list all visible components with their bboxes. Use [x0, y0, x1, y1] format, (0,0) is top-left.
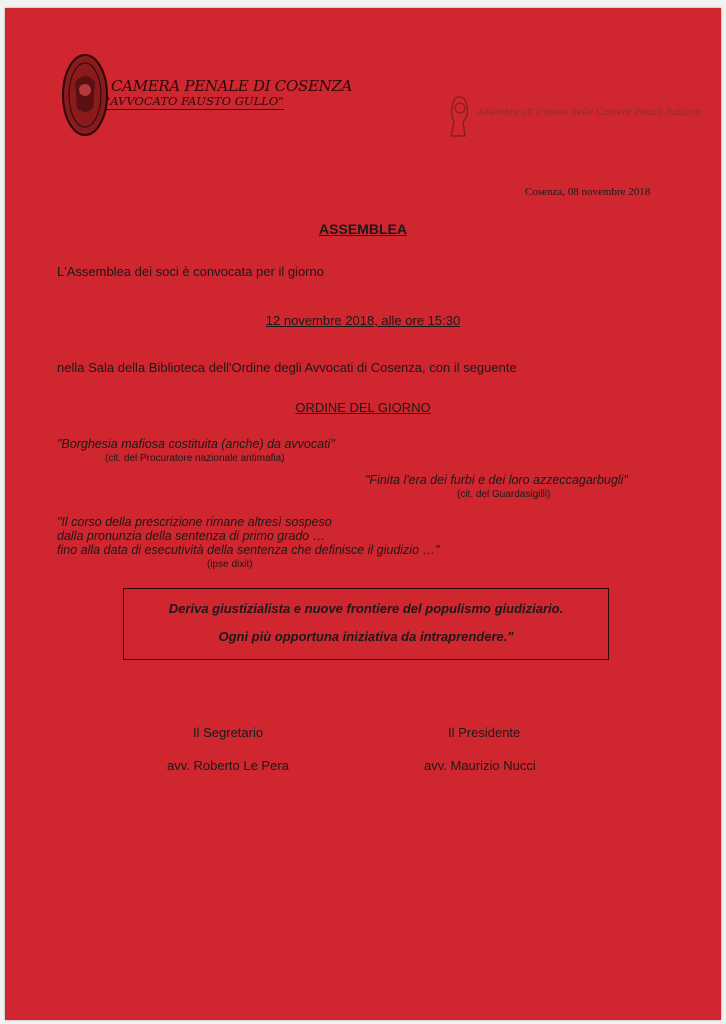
quote-2-citation: (cit. del Guardasigilli)	[457, 489, 551, 500]
quote-1-citation: (cit. del Procuratore nazionale antimafia)	[105, 453, 285, 464]
quote-1: "Borghesia mafiosa costituita (anche) da avvocati"	[57, 437, 335, 451]
quote-3-citation: (ipse dixit)	[207, 559, 253, 570]
document-date: Cosenza, 08 novembre 2018	[525, 186, 651, 198]
quote-2: "Finita l'era dei furbi e dei loro azzeccagarbugli"	[365, 473, 628, 487]
camera-penale-seal-icon	[61, 52, 109, 138]
secretary-role: Il Segretario	[193, 725, 264, 740]
highlight-box	[123, 588, 609, 660]
box-line-2: Ogni più opportuna iniziativa da intraprendere."	[218, 629, 514, 644]
org-name: CAMERA PENALE DI COSENZA	[111, 77, 353, 95]
president-name: avv. Maurizio Nucci	[424, 758, 536, 773]
org-subtitle: "AVVOCATO FAUSTO GULLO"	[105, 94, 284, 108]
union-portrait-icon	[445, 92, 473, 140]
agenda-heading: ORDINE DEL GIORNO	[295, 400, 431, 415]
box-line-1: Deriva giustizialista e nuove frontiere del populismo giudiziario.	[168, 601, 564, 616]
quote-3-line-1: "Il corso della prescrizione rimane altresì sospeso	[57, 515, 332, 529]
president-role: Il Presidente	[448, 725, 521, 740]
union-name: Aderente all'Unione delle Camere Penali Italiane	[477, 108, 701, 118]
quote-3-line-3: fino alla data di esecutività della sentenza che definisce il giudizio …"	[57, 543, 440, 557]
document-page	[5, 8, 721, 1020]
intro-text: L'Assemblea dei soci è convocata per il giorno	[57, 264, 324, 279]
document-title: ASSEMBLEA	[319, 221, 407, 237]
meeting-datetime: 12 novembre 2018, alle ore 15:30	[265, 313, 461, 328]
location-text: nella Sala della Biblioteca dell'Ordine degli Avvocati di Cosenza, con il seguente	[57, 360, 517, 375]
secretary-name: avv. Roberto Le Pera	[167, 758, 289, 773]
quote-3-line-2: dalla pronunzia della sentenza di primo grado …	[57, 529, 326, 543]
